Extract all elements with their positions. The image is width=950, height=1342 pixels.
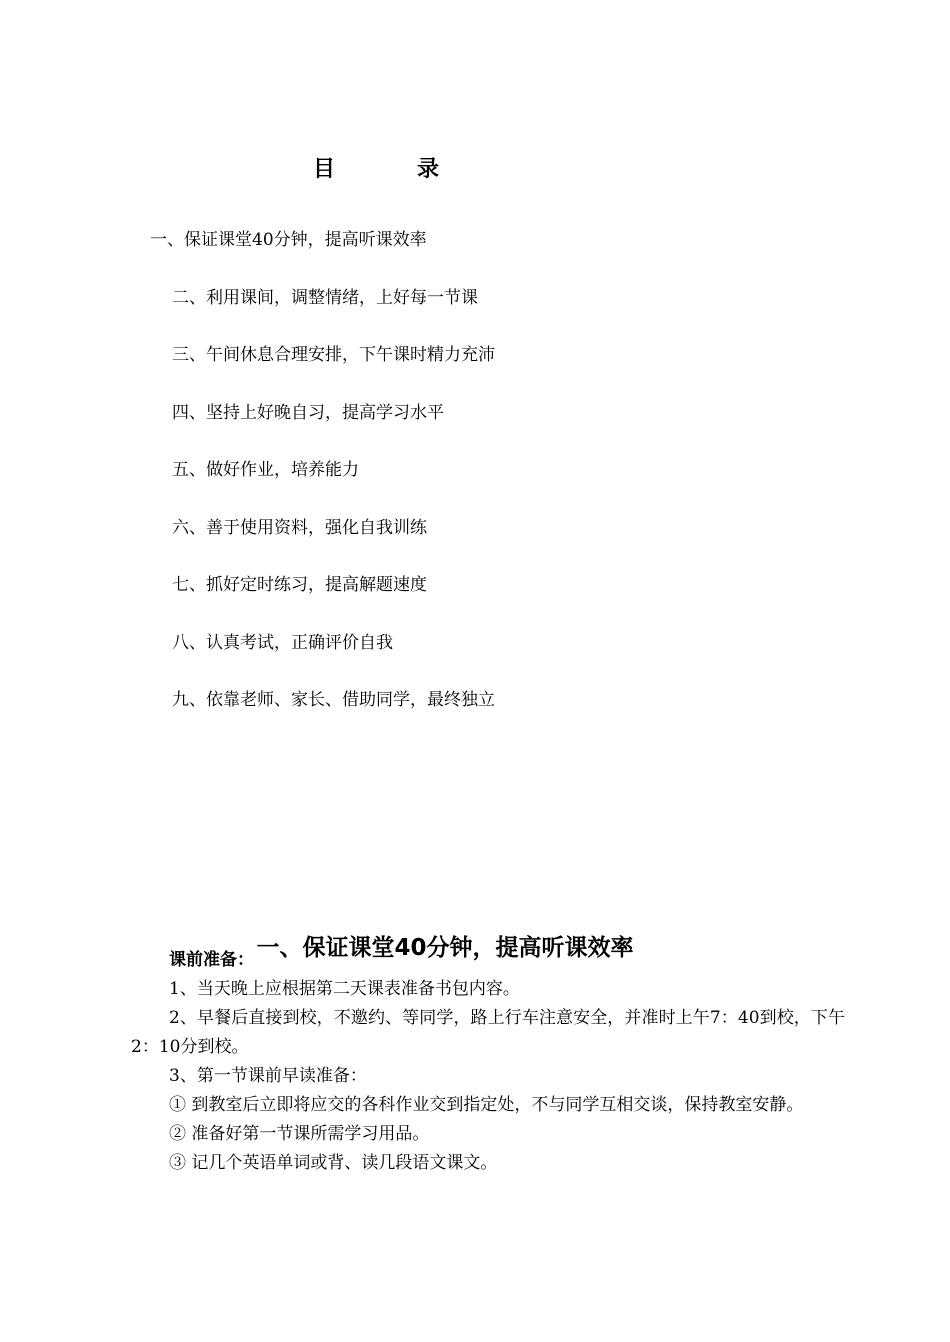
body-paragraph: ③ 记几个英语单词或背、读几段语文课文。 <box>169 1153 498 1173</box>
toc-item-4[interactable]: 四、坚持上好晚自习，提高学习水平 <box>172 403 444 423</box>
body-paragraph: ① 到教室后立即将应交的各科作业交到指定处，不与同学互相交谈，保持教室安静。 <box>169 1095 804 1115</box>
section-title: 一、保证课堂40分钟，提高听课效率 <box>256 935 634 962</box>
body-paragraph: 3、第一节课前早读准备： <box>169 1066 367 1086</box>
body-paragraph: 1、当天晚上应根据第二天课表准备书包内容。 <box>169 979 520 999</box>
toc-item-7[interactable]: 七、抓好定时练习，提高解题速度 <box>172 575 427 595</box>
toc-item-9[interactable]: 九、依靠老师、家长、借助同学，最终独立 <box>172 690 495 710</box>
toc-item-1[interactable]: 一、保证课堂40分钟，提高听课效率 <box>150 230 427 250</box>
toc-item-5[interactable]: 五、做好作业，培养能力 <box>172 460 359 480</box>
toc-item-2[interactable]: 二、利用课间，调整情绪，上好每一节课 <box>172 288 478 308</box>
body-paragraph: ② 准备好第一节课所需学习用品。 <box>169 1124 430 1144</box>
section-body <box>131 946 845 1178</box>
body-paragraph: 2、早餐后直接到校，不邀约、等同学，路上行车注意安全，并准时上午7：40到校，下午2：10分到校。 <box>131 1008 845 1057</box>
section-subheading: 课前准备： <box>169 950 254 970</box>
toc-title: 目 录 <box>312 155 469 182</box>
toc-item-6[interactable]: 六、善于使用资料，强化自我训练 <box>172 518 427 538</box>
toc-item-3[interactable]: 三、午间休息合理安排，下午课时精力充沛 <box>172 345 495 365</box>
toc-item-8[interactable]: 八、认真考试，正确评价自我 <box>172 633 393 653</box>
